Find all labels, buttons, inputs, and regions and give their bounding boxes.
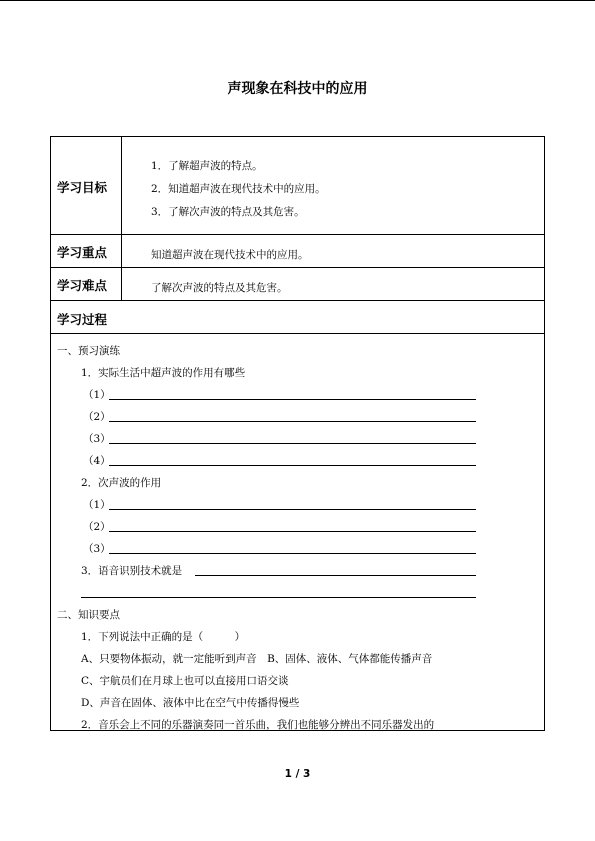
label-column-divider (121, 137, 122, 300)
question-text: 1．实际生活中超声波的作用有哪些 (81, 367, 246, 379)
objective-item: 3．了解次声波的特点及其危害。 (151, 206, 305, 218)
answer-blank[interactable] (109, 531, 476, 532)
objective-item: 1．了解超声波的特点。 (151, 160, 263, 172)
blank-number: （1） (83, 389, 111, 401)
answer-blank[interactable] (109, 443, 476, 444)
knowledge-heading: 二、知识要点 (57, 609, 120, 621)
process-label: 学习过程 (57, 312, 108, 327)
answer-blank[interactable] (81, 597, 476, 598)
blank-number: （2） (83, 521, 111, 533)
answer-option: A、只要物体振动，就一定能听到声音 B、固体、液体、气体都能传播声音 (81, 653, 433, 665)
question-text: 2．次声波的作用 (81, 477, 162, 489)
answer-blank[interactable] (109, 553, 476, 554)
difficulty-text: 了解次声波的特点及其危害。 (151, 282, 288, 294)
top-rule (0, 0, 595, 1)
difficulty-label: 学习难点 (57, 278, 108, 293)
answer-blank[interactable] (109, 399, 476, 400)
blank-number: （1） (83, 499, 111, 511)
objective-item: 2．知道超声波在现代技术中的应用。 (151, 183, 326, 195)
blank-number: （3） (83, 543, 111, 555)
blank-number: （3） (83, 433, 111, 445)
answer-option: C、宇航员们在月球上也可以直接用口语交谈 (81, 675, 289, 687)
page-number: 1 / 3 (284, 768, 311, 780)
answer-blank[interactable] (109, 421, 476, 422)
row-divider (51, 333, 544, 334)
row-divider (51, 267, 544, 268)
blank-number: （4） (83, 455, 111, 467)
key-point-label: 学习重点 (57, 245, 108, 260)
answer-blank[interactable] (109, 465, 476, 466)
answer-blank[interactable] (109, 509, 476, 510)
study-table (50, 136, 545, 731)
row-divider (51, 234, 544, 235)
question-text: 3．语音识别技术就是 (81, 565, 183, 577)
preview-heading: 一、预习演练 (57, 345, 120, 357)
objectives-label: 学习目标 (57, 180, 108, 195)
row-divider (51, 300, 544, 301)
answer-blank[interactable] (195, 575, 476, 576)
blank-number: （2） (83, 411, 111, 423)
question-text: 1．下列说法中正确的是（ ） (81, 631, 246, 643)
question-text: 2．音乐会上不同的乐器演奏同一首乐曲，我们也能够分辨出不同乐器发出的 (81, 719, 435, 731)
document-title: 声现象在科技中的应用 (227, 81, 368, 97)
key-point-text: 知道超声波在现代技术中的应用。 (151, 249, 309, 261)
answer-option: D、声音在固体、液体中比在空气中传播得慢些 (81, 697, 300, 709)
